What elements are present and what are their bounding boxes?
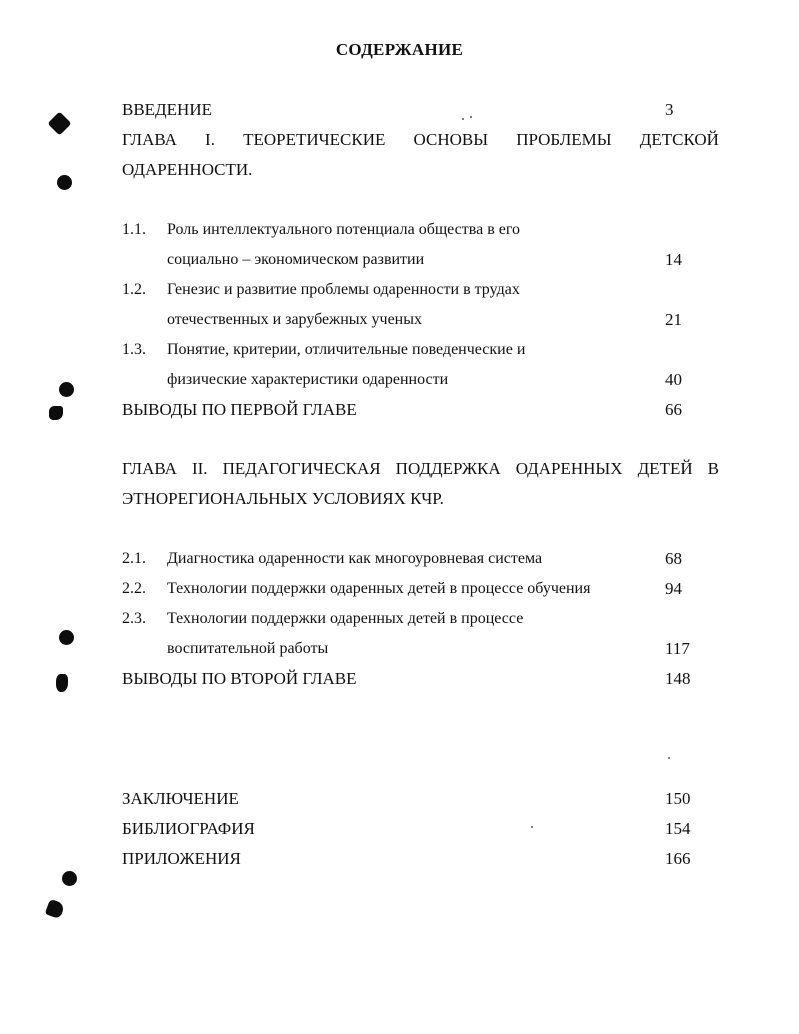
binder-hole <box>59 630 74 645</box>
chapter1-word: ТЕОРЕТИЧЕСКИЕ <box>243 130 386 149</box>
section-title: Генезис и развитие проблемы одаренности в трудах <box>167 281 520 298</box>
toc-conclusion-label: ЗАКЛЮЧЕНИЕ <box>122 789 239 808</box>
binder-hole <box>57 175 72 190</box>
scan-speck <box>462 118 464 120</box>
page-title: СОДЕРЖАНИЕ <box>335 40 464 59</box>
toc-appendices-label: ПРИЛОЖЕНИЯ <box>122 849 241 868</box>
chapter2-word: ПОДДЕРЖКА <box>395 459 501 478</box>
chapter1-conclusions-page: 66 <box>665 400 682 419</box>
chapter1-word: ПРОБЛЕМЫ <box>516 130 612 149</box>
chapter1-heading <box>122 130 719 150</box>
binder-blot <box>47 111 71 135</box>
chapter2-word: ГЛАВА <box>122 459 177 478</box>
scan-speck <box>470 116 472 118</box>
section-title-cont: воспитательной работы <box>167 640 329 657</box>
chapter2-conclusions-label: ВЫВОДЫ ПО ВТОРОЙ ГЛАВЕ <box>122 669 357 688</box>
scan-speck <box>668 757 670 759</box>
scan-speck <box>531 826 533 828</box>
section-title: Технологии поддержки одаренных детей в процессе обучения <box>167 580 591 597</box>
section-title-cont: отечественных и зарубежных ученых <box>167 311 422 328</box>
section-title: Технологии поддержки одаренных детей в процессе <box>167 610 524 627</box>
section-title: Роль интеллектуального потенциала общества в его <box>167 221 521 238</box>
section-page: 94 <box>665 579 682 598</box>
binder-hole <box>62 871 77 886</box>
chapter2-word: ОДАРЕННЫХ <box>515 459 623 478</box>
section-page: 117 <box>665 639 690 658</box>
section-title-cont: физические характеристики одаренности <box>167 371 449 388</box>
section-title: Диагностика одаренности как многоуровневая система <box>167 550 543 567</box>
section-number: 2.2. <box>122 580 146 597</box>
toc-appendices-page: 166 <box>665 849 691 868</box>
section-number: 2.1. <box>122 550 146 567</box>
section-title-cont: социально – экономическом развитии <box>167 251 425 268</box>
section-page: 14 <box>665 250 682 269</box>
chapter2-heading-line2: ЭТНОРЕГИОНАЛЬНЫХ УСЛОВИЯХ КЧР. <box>122 489 444 508</box>
chapter1-word: ГЛАВА <box>122 130 177 149</box>
chapter2-conclusions-page: 148 <box>665 669 691 688</box>
toc-intro-page: 3 <box>665 100 674 119</box>
binder-blot <box>49 406 63 420</box>
chapter2-word: II. <box>191 459 208 478</box>
binder-blot <box>45 899 66 920</box>
chapter1-word: ДЕТСКОЙ <box>639 130 719 149</box>
section-number: 2.3. <box>122 610 146 627</box>
toc-bibliography-page: 154 <box>665 819 691 838</box>
chapter2-heading <box>122 459 719 479</box>
section-number: 1.2. <box>122 281 146 298</box>
section-title: Понятие, критерии, отличительные поведенческие и <box>167 341 526 358</box>
toc-intro-label: ВВЕДЕНИЕ <box>122 100 212 119</box>
chapter1-heading-line2: ОДАРЕННОСТИ. <box>122 160 253 179</box>
chapter2-word: ПЕДАГОГИЧЕСКАЯ <box>222 459 381 478</box>
section-number: 1.3. <box>122 341 146 358</box>
section-number: 1.1. <box>122 221 146 238</box>
section-page: 40 <box>665 370 682 389</box>
chapter1-word: I. <box>205 130 215 149</box>
chapter1-word: ОСНОВЫ <box>413 130 489 149</box>
chapter2-word: ДЕТЕЙ <box>637 459 693 478</box>
section-page: 21 <box>665 310 682 329</box>
section-page: 68 <box>665 549 682 568</box>
binder-hole <box>59 382 74 397</box>
toc-bibliography-label: БИБЛИОГРАФИЯ <box>122 819 255 838</box>
chapter1-conclusions-label: ВЫВОДЫ ПО ПЕРВОЙ ГЛАВЕ <box>122 400 357 419</box>
binder-blot <box>56 674 68 692</box>
toc-conclusion-page: 150 <box>665 789 691 808</box>
chapter2-word: В <box>707 459 719 478</box>
